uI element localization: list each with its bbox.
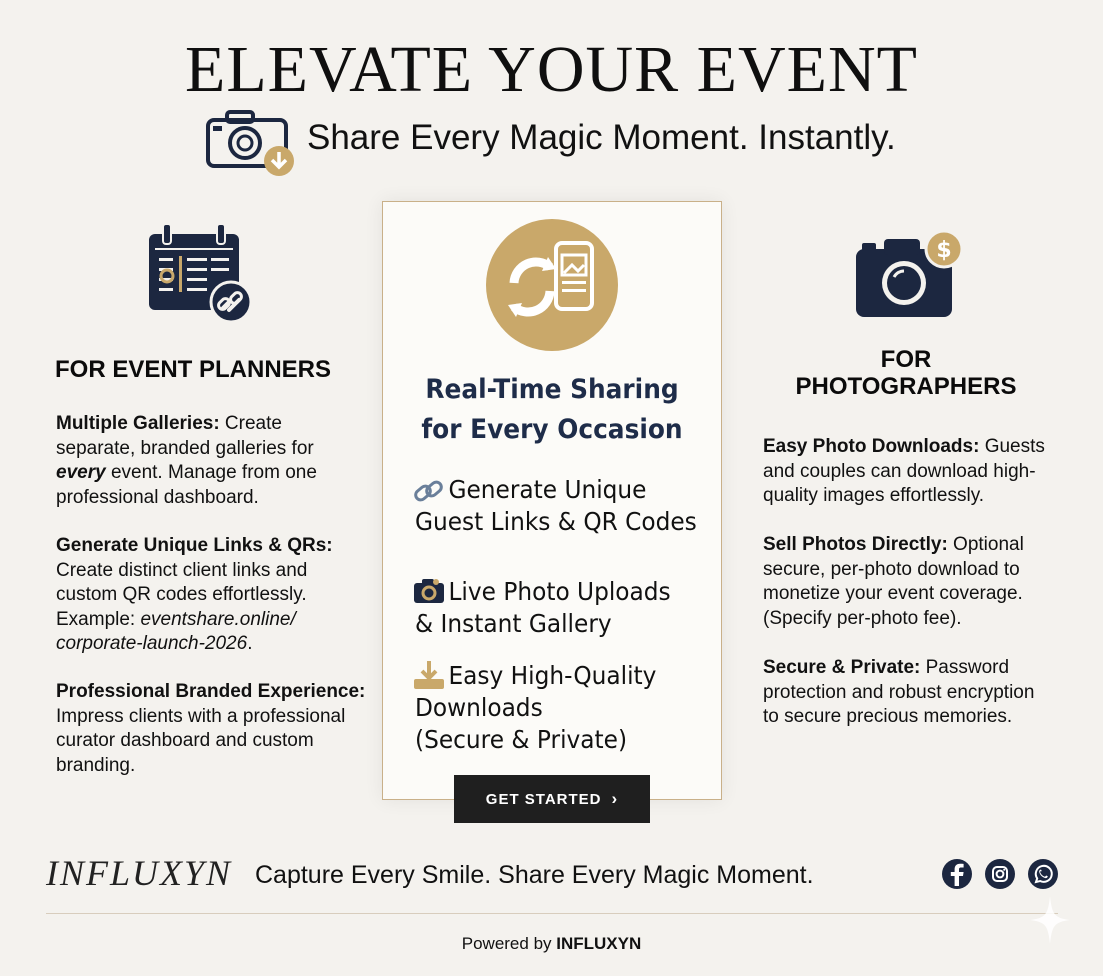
whatsapp-icon[interactable] <box>1028 859 1058 889</box>
links-label: Generate Unique Links & QRs: <box>56 535 333 556</box>
example-url: eventshare.online/ corporate-launch-2026 <box>56 608 296 654</box>
planners-item-branding <box>56 680 366 778</box>
powered-by-brand[interactable]: INFLUXYN <box>556 934 642 953</box>
secure-text: Password protection and robust encryption to secure precious memories. <box>763 657 1035 727</box>
sell-label: Sell Photos Directly: <box>763 534 948 555</box>
photographers-item-secure <box>763 656 1053 730</box>
photographers-title-line2: PHOTOGRAPHERS <box>795 373 1017 400</box>
links-text: Create distinct client links and custom QR codes effortlessly. Example: <box>56 559 308 630</box>
feature-downloads-line3: (Secure & Private) <box>415 725 628 754</box>
center-title-line2: for Every Occasion <box>421 414 683 445</box>
calendar-link-icon <box>147 222 255 324</box>
feature-links <box>415 474 697 538</box>
photographers-title <box>778 346 1034 400</box>
page-title: ELEVATE YOUR EVENT <box>185 33 918 106</box>
page-subtitle: Share Every Magic Moment. Instantly. <box>307 118 896 157</box>
branding-label: Professional Branded Experience: <box>56 681 366 702</box>
center-title-line1: Real-Time Sharing <box>425 374 679 405</box>
feature-downloads-line1: Easy High-Quality <box>448 661 657 690</box>
sell-text: Optional secure, per-photo download to monetize your event coverage. (Specify per-photo fee). <box>763 534 1024 629</box>
brand-logo: INFLUXYN <box>46 853 233 893</box>
feature-uploads-line1: Live Photo Uploads <box>448 577 671 606</box>
camera-dollar-icon <box>854 229 966 321</box>
powered-by-prefix: Powered by <box>461 934 557 953</box>
downloads-text: Guests and couples can download high-quality images effortlessly. <box>763 436 1045 506</box>
galleries-text: Create separate, branded galleries for <box>56 413 314 459</box>
center-title <box>397 370 706 450</box>
feature-links-line2: Guest Links & QR Codes <box>415 507 697 536</box>
galleries-emphasis: every <box>56 462 106 483</box>
links-text-end: . <box>247 633 253 654</box>
feature-links-line1: Generate Unique <box>448 475 647 504</box>
planners-item-galleries <box>56 412 356 510</box>
svg-text:$: $ <box>936 238 952 263</box>
get-started-button[interactable] <box>454 775 650 823</box>
secure-label: Secure & Private: <box>763 657 921 678</box>
planners-item-links <box>56 534 356 657</box>
galleries-text-end: event. Manage from one professional dashboard. <box>56 462 317 508</box>
footer-divider <box>46 913 1058 914</box>
footer-tagline: Capture Every Smile. Share Every Magic Moment. <box>255 861 814 889</box>
photographers-item-sell <box>763 533 1058 631</box>
galleries-label: Multiple Galleries: <box>56 413 220 434</box>
camera-download-icon <box>205 108 297 180</box>
powered-by <box>0 934 1103 954</box>
sparkle-icon <box>1030 896 1070 944</box>
feature-downloads <box>415 660 656 756</box>
sync-phone-icon <box>486 219 618 351</box>
planners-title: FOR EVENT PLANNERS <box>55 356 332 383</box>
photographers-item-downloads <box>763 435 1063 509</box>
downloads-label: Easy Photo Downloads: <box>763 436 980 457</box>
feature-uploads-line2: & Instant Gallery <box>415 609 612 638</box>
chevron-right-icon: › <box>611 789 619 808</box>
photographers-title-line1: FOR <box>880 346 932 373</box>
branding-text: Impress clients with a professional curator dashboard and custom branding. <box>56 705 346 776</box>
feature-downloads-line2: Downloads <box>415 693 543 722</box>
get-started-label: GET STARTED <box>485 790 602 808</box>
facebook-icon[interactable] <box>942 859 972 889</box>
instagram-icon[interactable] <box>985 859 1015 889</box>
feature-uploads <box>415 576 671 640</box>
